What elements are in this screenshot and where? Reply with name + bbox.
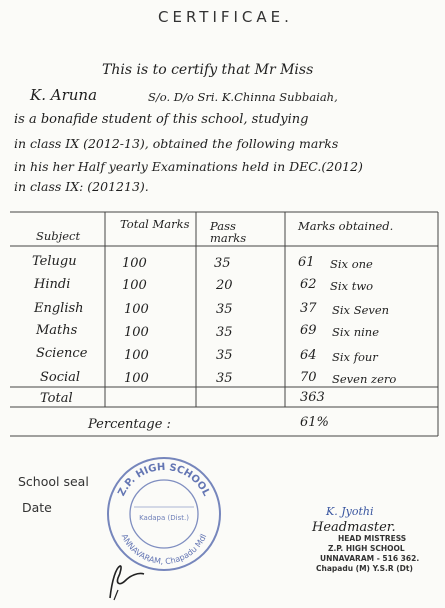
row-marks-words: Six four [332, 350, 378, 364]
seal-top-text: Z.P. HIGH SCHOOL [116, 461, 212, 499]
certify-line: This is to certify that Mr Miss [102, 62, 314, 78]
certificate-title: CERTIFICAE. [158, 8, 293, 26]
stamp-line: Z.P. HIGH SCHOOL [328, 544, 405, 553]
row-total: 100 [124, 348, 149, 363]
row-marks: 64 [300, 348, 317, 363]
class-line: in class IX (2012-13), obtained the following marks [14, 136, 339, 151]
row-subject: English [34, 301, 84, 316]
exam-line: in his her Half yearly Examinations held in DEC.(2012) [14, 159, 363, 174]
stamp-line: HEAD MISTRESS [338, 534, 407, 543]
row-subject: Hindi [34, 277, 71, 292]
row-marks: 61 [298, 255, 315, 270]
date-signature-scribble [104, 560, 154, 604]
header-pass-marks: Pass marks [210, 219, 247, 245]
row-marks-words: Six one [330, 257, 373, 271]
row-pass: 20 [216, 278, 233, 293]
row-subject: Science [36, 346, 88, 361]
total-value: 363 [300, 390, 325, 405]
row-pass: 35 [216, 371, 233, 386]
row-marks-words: Six Seven [332, 303, 390, 317]
row-pass: 35 [214, 256, 231, 271]
header-total-marks: Total Marks [120, 217, 190, 231]
row-marks: 70 [300, 370, 317, 385]
row-marks: 62 [300, 277, 317, 292]
row-total: 100 [124, 325, 149, 340]
date-label: Date [22, 500, 52, 515]
parent-relation: S/o. D/o Sri. K.Chinna Subbaiah, [148, 90, 338, 104]
seal-middle-text: Kadapa (Dist.) [139, 514, 189, 522]
class-year-line: in class IX: (201213). [14, 179, 149, 194]
row-pass: 35 [216, 302, 233, 317]
row-subject: Maths [36, 323, 78, 338]
student-name: K. Aruna [30, 86, 98, 104]
seal-bottom-text: ANNAVARAM, Chapadu Mdl [119, 532, 209, 567]
stamp-line: UNNAVARAM - 516 362. [320, 554, 420, 563]
row-marks-words: Six nine [332, 325, 379, 339]
row-total: 100 [124, 371, 149, 386]
row-subject: Telugu [32, 254, 77, 269]
row-marks-words: Seven zero [332, 372, 397, 386]
row-total: 100 [124, 302, 149, 317]
row-pass: 35 [216, 325, 233, 340]
row-total: 100 [122, 278, 147, 293]
headmaster-title: Headmaster. [312, 520, 396, 535]
row-marks: 69 [300, 323, 317, 338]
stamp-line: Chapadu (M) Y.S.R (Dt) [316, 564, 413, 573]
percentage-label: Percentage : [88, 417, 171, 432]
row-subject: Social [40, 370, 81, 385]
header-marks-obtained: Marks obtained. [298, 219, 394, 233]
row-marks-words: Six two [330, 279, 374, 293]
total-label: Total [40, 391, 73, 406]
percentage-value: 61% [300, 415, 329, 430]
bonafide-line: is a bonafide student of this school, studying [14, 112, 309, 127]
row-total: 100 [122, 256, 147, 271]
row-marks: 37 [300, 301, 317, 316]
school-seal-label: School seal [18, 474, 89, 489]
header-subject: Subject [36, 229, 81, 243]
headmaster-signature: K. Jyothi [326, 505, 374, 518]
row-pass: 35 [216, 348, 233, 363]
school-seal-stamp [104, 454, 224, 574]
